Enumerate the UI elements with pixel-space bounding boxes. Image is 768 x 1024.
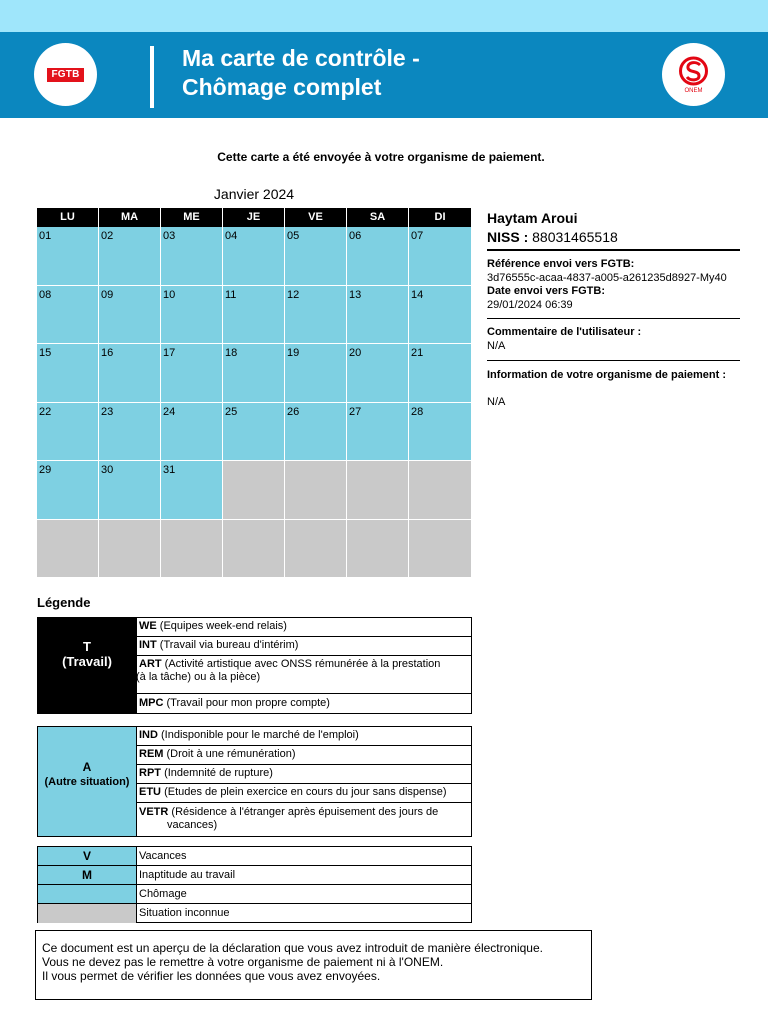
calendar-empty-cell xyxy=(99,520,161,579)
legend-item: RPT (Indemnité de rupture) xyxy=(136,765,471,784)
weekday-label: SA xyxy=(347,208,409,227)
calendar-body xyxy=(37,227,471,578)
calendar-day-cell: 16 xyxy=(99,344,161,403)
page-title xyxy=(182,44,602,102)
legend-status-label: Inaptitude au travail xyxy=(136,866,471,884)
date-value: 29/01/2024 06:39 xyxy=(487,299,573,311)
calendar-day-cell: 27 xyxy=(347,403,409,462)
calendar-day-cell: 24 xyxy=(161,403,223,462)
calendar-day-cell: 11 xyxy=(223,286,285,345)
calendar-day-cell: 02 xyxy=(99,227,161,286)
header-divider xyxy=(150,46,154,108)
org-label: Information de votre organisme de paiement : xyxy=(487,369,726,381)
calendar-grid xyxy=(37,208,471,578)
legend-other-situation-group xyxy=(37,726,472,837)
calendar-day-cell: 13 xyxy=(347,286,409,345)
legend-status-label: Chômage xyxy=(136,885,471,903)
calendar-week-row xyxy=(37,520,471,579)
disclaimer-box xyxy=(35,930,592,1000)
legend-status-label: Situation inconnue xyxy=(136,904,471,923)
calendar-empty-cell xyxy=(285,520,347,579)
calendar-day-cell: 17 xyxy=(161,344,223,403)
date-label: Date envoi vers FGTB: xyxy=(487,285,605,297)
calendar-day-cell: 28 xyxy=(409,403,471,462)
legend-work-code: T xyxy=(83,639,91,654)
calendar-week-row xyxy=(37,403,471,462)
ref-value: 3d76555c-acaa-4837-a005-a261235d8927-My40 xyxy=(487,272,727,284)
calendar-day-cell: 04 xyxy=(223,227,285,286)
weekday-label: ME xyxy=(161,208,223,227)
calendar-empty-cell xyxy=(347,461,409,520)
disclaimer-line: Ce document est un aperçu de la déclaration que vous avez introduit de manière électronique. xyxy=(42,941,543,955)
legend-item: ART (Activité artistique avec ONSS rémunérée à la prestation (à la tâche) ou à la pièce) xyxy=(136,656,471,694)
calendar-day-cell: 18 xyxy=(223,344,285,403)
calendar-day-cell: 25 xyxy=(223,403,285,462)
fgtb-logo-text: FGTB xyxy=(47,68,84,82)
calendar-day-cell: 06 xyxy=(347,227,409,286)
calendar-empty-cell xyxy=(409,461,471,520)
calendar-day-cell: 21 xyxy=(409,344,471,403)
disclaimer-line: Il vous permet de vérifier les données que vous avez envoyées. xyxy=(42,969,381,983)
niss-value: 88031465518 xyxy=(532,229,618,245)
calendar-day-cell: 03 xyxy=(161,227,223,286)
legend-status-label: Vacances xyxy=(136,847,471,865)
calendar-empty-cell xyxy=(223,520,285,579)
legend-title: Légende xyxy=(37,595,91,610)
top-strip xyxy=(0,0,768,32)
legend-status-row xyxy=(38,847,471,866)
legend-status-rows xyxy=(38,847,471,923)
calendar-empty-cell xyxy=(37,520,99,579)
legend-status-group xyxy=(37,846,472,923)
calendar-day-cell: 23 xyxy=(99,403,161,462)
calendar-day-cell: 01 xyxy=(37,227,99,286)
user-info-panel xyxy=(487,209,740,409)
calendar-empty-cell xyxy=(285,461,347,520)
onem-logo-icon xyxy=(662,43,725,106)
legend-status-row xyxy=(38,885,471,904)
page-title-line1: Ma carte de contrôle - xyxy=(182,45,420,71)
calendar-day-cell: 12 xyxy=(285,286,347,345)
calendar-week-row xyxy=(37,344,471,403)
legend-work-group xyxy=(37,617,472,714)
calendar-day-cell: 20 xyxy=(347,344,409,403)
legend-other-situation-name: (Autre situation) xyxy=(44,776,130,788)
calendar-day-cell: 29 xyxy=(37,461,99,520)
legend-status-row xyxy=(38,866,471,885)
weekday-label: VE xyxy=(285,208,347,227)
calendar-empty-cell xyxy=(409,520,471,579)
org-value: N/A xyxy=(487,396,506,408)
weekday-label: LU xyxy=(37,208,99,227)
legend-other-situation-items xyxy=(136,727,471,836)
calendar-day-cell: 07 xyxy=(409,227,471,286)
legend-status-key: M xyxy=(38,866,136,884)
legend-status-key xyxy=(38,885,136,903)
page-header xyxy=(0,32,768,118)
legend-status-row xyxy=(38,904,471,923)
calendar-week-row xyxy=(37,461,471,520)
calendar-day-cell: 09 xyxy=(99,286,161,345)
legend-status-key xyxy=(38,904,136,923)
niss-line xyxy=(487,227,740,251)
disclaimer-line: Vous ne devez pas le remettre à votre organisme de paiement ni à l'ONEM. xyxy=(42,955,444,969)
calendar-day-cell: 26 xyxy=(285,403,347,462)
legend-work-items xyxy=(136,618,471,713)
legend-item: REM (Droit à une rémunération) xyxy=(136,746,471,765)
comment-value: N/A xyxy=(487,340,506,352)
calendar-day-cell: 22 xyxy=(37,403,99,462)
calendar-empty-cell xyxy=(347,520,409,579)
calendar-day-cell: 15 xyxy=(37,344,99,403)
calendar-day-cell: 30 xyxy=(99,461,161,520)
user-name: Haytam Aroui xyxy=(487,210,578,226)
calendar-day-cell: 10 xyxy=(161,286,223,345)
legend-item: IND (Indisponible pour le marché de l'emploi) xyxy=(136,727,471,746)
legend-status-key: V xyxy=(38,847,136,865)
weekday-label: JE xyxy=(223,208,285,227)
ref-label: Référence envoi vers FGTB: xyxy=(487,258,635,270)
legend-other-situation-code: A xyxy=(82,760,92,774)
weekday-label: MA xyxy=(99,208,161,227)
weekday-label: DI xyxy=(409,208,471,227)
legend-item: INT (Travail via bureau d'intérim) xyxy=(136,637,471,656)
calendar-day-cell: 05 xyxy=(285,227,347,286)
calendar-month: Janvier 2024 xyxy=(213,186,295,202)
calendar-week-row xyxy=(37,286,471,345)
fgtb-logo xyxy=(34,43,97,106)
calendar-empty-cell xyxy=(223,461,285,520)
legend-item: WE (Equipes week-end relais) xyxy=(136,618,471,637)
onem-logo-text: ONEM xyxy=(684,88,703,94)
comment-label: Commentaire de l'utilisateur : xyxy=(487,326,642,338)
legend-work-key xyxy=(38,618,136,713)
onem-logo xyxy=(662,43,725,106)
calendar-day-cell: 31 xyxy=(161,461,223,520)
legend-work-name: (Travail) xyxy=(62,654,112,669)
calendar-week-row xyxy=(37,227,471,286)
calendar-day-cell: 19 xyxy=(285,344,347,403)
legend-item: MPC (Travail pour mon propre compte) xyxy=(136,694,471,713)
legend-item: ETU (Etudes de plein exercice en cours du jour sans dispense) xyxy=(136,784,471,803)
calendar-weekday-header xyxy=(37,208,471,227)
calendar-day-cell: 14 xyxy=(409,286,471,345)
legend-item: VETR (Résidence à l'étranger après épuisement des jours de vacances) xyxy=(136,803,471,836)
calendar-day-cell: 08 xyxy=(37,286,99,345)
legend-other-situation-key xyxy=(38,727,136,836)
page-title-line2: Chômage complet xyxy=(182,74,382,100)
sent-notice: Cette carte a été envoyée à votre organisme de paiement. xyxy=(217,150,545,164)
niss-label: NISS : xyxy=(487,229,529,245)
calendar-empty-cell xyxy=(161,520,223,579)
